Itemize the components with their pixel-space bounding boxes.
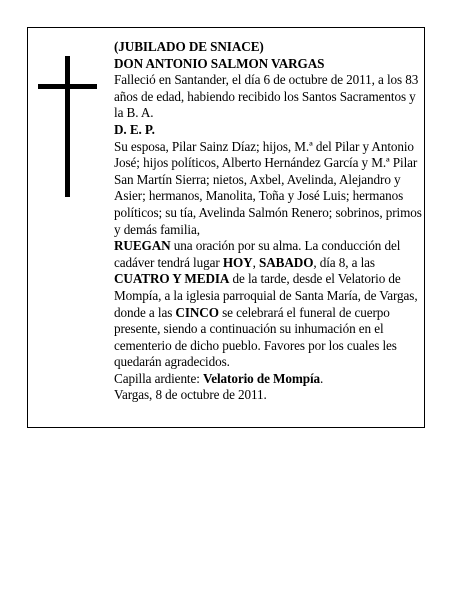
ceremony-details (114, 238, 426, 371)
ceremony-text-3: de la tarde, desde el Velatorio de Mompía, a la iglesia parroquial de Santa María, de Vargas, donde a las (114, 271, 418, 320)
ceremony-separator: , (252, 254, 259, 270)
date-line: Vargas, 8 de octubre de 2011. (114, 387, 267, 403)
ceremony-text-2: , día 8, a las (313, 254, 375, 270)
ceremony-text-4: se celebrará el funeral de cuerpo presente, siendo a continuación su inhumación en el cementerio de dicho pueblo. Favores por los cuales les quedarán agradecidos. (114, 304, 397, 370)
cross-icon-crossbar (38, 84, 97, 89)
obituary-text (114, 39, 426, 404)
family-list: Su esposa, Pilar Sainz Díaz; hijos, M.ª del Pilar y Antonio José; hijos políticos, Alberto Hernández García y M.ª Pilar San Martín Sierra; nietos, Axbel, Avelinda, Alejandro y Asier; hermanos, Manolita, Toña y José Luis; hermanos políticos; su tía, Avelinda Salmón Renero; sobrinos, primos y demás familia, (114, 138, 422, 237)
dep-line: D. E. P. (114, 121, 155, 137)
cross-icon (65, 56, 70, 197)
chapel-end: . (320, 370, 324, 386)
sabado-word: SABADO (259, 254, 314, 270)
chapel-label: Capilla ardiente: (114, 370, 204, 386)
chapel-line (114, 371, 426, 388)
cuatro-y-media-word: CUATRO Y MEDIA (114, 271, 230, 287)
death-info: Falleció en Santander, el día 6 de octubre de 2011, a los 83 años de edad, habiendo recibido los Santos Sacramentos y la B. A. (114, 72, 419, 121)
chapel-place: Velatorio de Mompía (203, 370, 321, 386)
hoy-word: HOY (222, 254, 253, 270)
ruegan-word: RUEGAN (114, 238, 171, 254)
deceased-name: DON ANTONIO SALMON VARGAS (114, 55, 325, 71)
cinco-word: CINCO (175, 304, 219, 320)
header-retired-line: (JUBILADO DE SNIACE) (114, 39, 264, 54)
ceremony-text-1: una oración por su alma. La conducción del cadáver tendrá lugar (114, 238, 401, 270)
